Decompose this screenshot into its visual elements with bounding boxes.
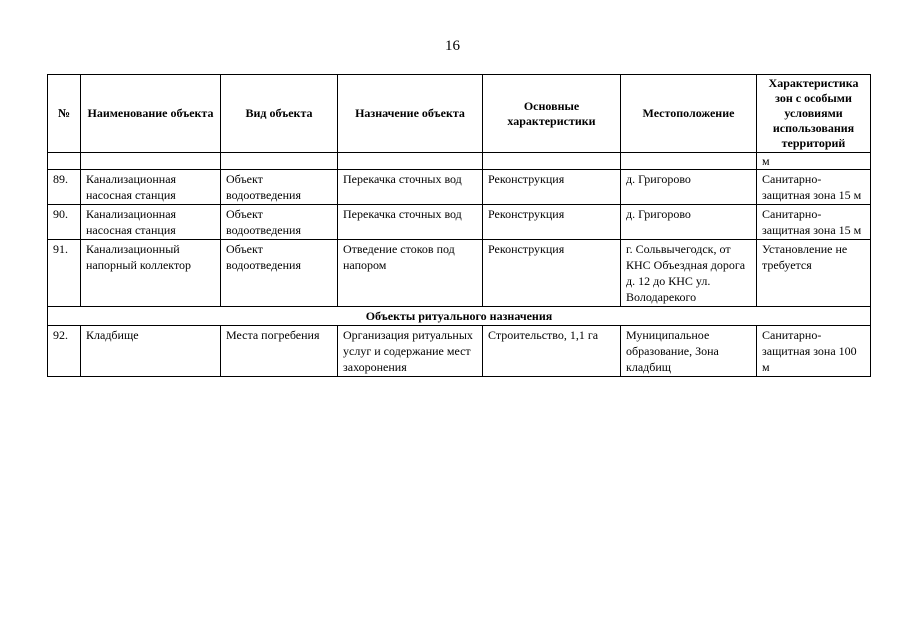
object-type: Объект водоотведения — [221, 170, 338, 205]
object-location: д. Григорово — [621, 205, 757, 240]
object-purpose: Перекачка сточных вод — [338, 170, 483, 205]
object-purpose: Отведение стоков под напором — [338, 240, 483, 307]
object-name: Канализационная насосная станция — [81, 170, 221, 205]
row-number: 89. — [48, 170, 81, 205]
header-type: Вид объекта — [221, 75, 338, 153]
row-number: 90. — [48, 205, 81, 240]
object-location: г. Сольвычегодск, от КНС Объездная дорога д. 12 до КНС ул. Володарекого — [621, 240, 757, 307]
object-characteristics: Строительство, 1,1 га — [483, 326, 621, 377]
object-type: Объект водоотведения — [221, 240, 338, 307]
object-type: Объект водоотведения — [221, 205, 338, 240]
header-characteristics: Основные характеристики — [483, 75, 621, 153]
carry-over-text: м — [757, 153, 871, 170]
object-characteristics: Реконструкция — [483, 170, 621, 205]
section-row — [48, 307, 871, 326]
page-number: 16 — [445, 38, 460, 54]
header-name: Наименование объекта — [81, 75, 221, 153]
row-number: 91. — [48, 240, 81, 307]
object-name: Кладбище — [81, 326, 221, 377]
object-characteristics: Реконструкция — [483, 205, 621, 240]
objects-table — [47, 74, 871, 377]
object-location: д. Григорово — [621, 170, 757, 205]
table-row — [48, 240, 871, 307]
table-row — [48, 326, 871, 377]
table-row — [48, 205, 871, 240]
object-type: Места погребения — [221, 326, 338, 377]
object-zone: Санитарно-защитная зона 100 м — [757, 326, 871, 377]
header-purpose: Назначение объекта — [338, 75, 483, 153]
object-zone: Санитарно-защитная зона 15 м — [757, 170, 871, 205]
section-title: Объекты ритуального назначения — [48, 307, 871, 326]
object-zone: Установление не требуется — [757, 240, 871, 307]
object-purpose: Перекачка сточных вод — [338, 205, 483, 240]
object-purpose: Организация ритуальных услуг и содержание мест захоронения — [338, 326, 483, 377]
object-location: Муниципальное образование, Зона кладбищ — [621, 326, 757, 377]
header-location: Местоположение — [621, 75, 757, 153]
object-name: Канализационная насосная станция — [81, 205, 221, 240]
header-zone: Характеристика зон с особыми условиями использования территорий — [757, 75, 871, 153]
object-zone: Санитарно-защитная зона 15 м — [757, 205, 871, 240]
object-name: Канализационный напорный коллектор — [81, 240, 221, 307]
object-characteristics: Реконструкция — [483, 240, 621, 307]
row-number: 92. — [48, 326, 81, 377]
table-header-row — [48, 75, 871, 153]
table-row — [48, 170, 871, 205]
header-number: № — [48, 75, 81, 153]
carry-over-row — [48, 153, 871, 170]
